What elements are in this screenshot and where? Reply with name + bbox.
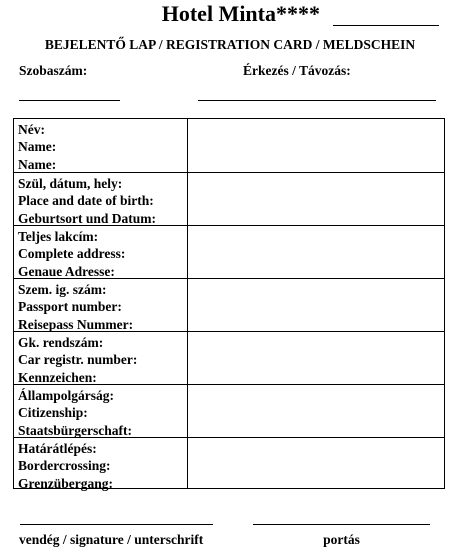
row-name-labels [18,121,56,173]
citizenship-label-de: Staatsbürgerschaft: [18,422,132,438]
arrival-departure-field[interactable] [198,100,436,101]
bordercrossing-label-de: Grenzübergang: [18,475,113,491]
citizenship-field[interactable] [188,385,444,438]
address-field[interactable] [188,226,444,279]
guest-signature-field[interactable] [20,524,213,525]
address-label-en: Complete address: [18,246,126,262]
birth-field[interactable] [188,173,444,226]
registration-table [13,118,445,489]
car-label-en: Car registr. number: [18,352,138,368]
hotel-stars: **** [276,1,320,26]
row-name [14,119,444,172]
name-field[interactable] [188,119,444,172]
room-number-field[interactable] [19,100,120,101]
name-label-hu: Név: [18,122,45,137]
passport-field[interactable] [188,279,444,332]
name-label-de: Name: [18,156,57,172]
citizenship-label-hu: Állampolgárság: [18,388,114,403]
porter-signature-field[interactable] [253,524,430,525]
row-birth [14,172,444,226]
passport-label-en: Passport number: [18,299,122,315]
bordercrossing-label-hu: Határátlépés: [18,441,97,456]
car-label-hu: Gk. rendszám: [18,335,104,350]
bordercrossing-field[interactable] [188,438,444,489]
address-label-hu: Teljes lakcím: [18,229,99,244]
birth-label-de: Geburtsort und Datum: [18,210,157,226]
passport-label-hu: Szem. ig. szám: [18,282,107,297]
row-car-labels [18,334,137,386]
column-divider [187,118,188,489]
row-bordercrossing [14,437,444,489]
room-number-label: Szobaszám: [19,63,88,78]
row-passport-labels [18,281,133,333]
passport-label-de: Reisepass Nummer: [18,316,134,332]
row-address-labels [18,228,125,280]
form-subtitle: BEJELENTŐ LAP / REGISTRATION CARD / MELDSCHEIN [44,37,416,52]
row-bordercrossing-labels [18,440,113,492]
hotel-name: Hotel Minta [161,1,276,26]
birth-label-en: Place and date of birth: [18,193,154,209]
arrival-departure-label: Érkezés / Távozás: [243,63,351,78]
address-label-de: Genaue Adresse: [18,263,115,279]
row-birth-labels [18,175,156,227]
row-car [14,331,444,385]
row-passport [14,278,444,332]
car-field[interactable] [188,332,444,385]
porter-label: portás [323,532,360,547]
car-label-de: Kennzeichen: [18,369,97,385]
birth-label-hu: Szül, dátum, hely: [18,176,123,191]
bordercrossing-label-en: Bordercrossing: [18,458,111,474]
guest-signature-label: vendég / signature / unterschrift [19,532,204,547]
row-citizenship [14,384,444,438]
name-label-en: Name: [18,139,57,155]
title-blank-line[interactable] [333,25,439,26]
citizenship-label-en: Citizenship: [18,405,88,421]
row-citizenship-labels [18,387,132,439]
row-address [14,225,444,279]
hotel-title [0,1,320,27]
